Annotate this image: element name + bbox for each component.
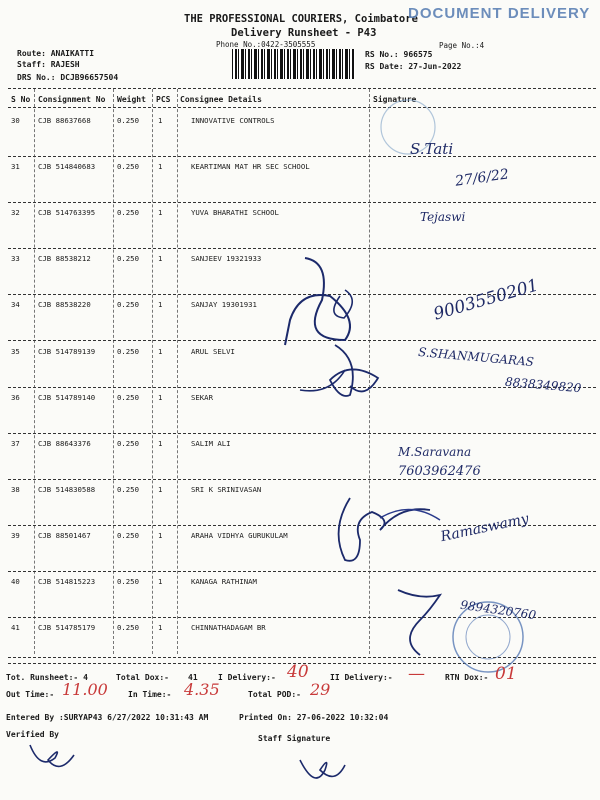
row-pieces: 1 <box>158 531 163 540</box>
row-pieces: 1 <box>158 300 163 309</box>
row-weight: 0.250 <box>117 393 139 402</box>
row-pieces: 1 <box>158 623 163 632</box>
rtn-dox-label: RTN Dox:- <box>445 673 489 682</box>
row-consignee: ARUL SELVI <box>191 347 235 356</box>
row-consignee: YUVA BHARATHI SCHOOL <box>191 208 279 217</box>
in-time-value: 4.35 <box>184 680 220 699</box>
row-weight: 0.250 <box>117 116 139 125</box>
row-consignment-number: CJB 514830588 <box>38 485 96 494</box>
signature-row-40: 9894320760 <box>459 597 537 623</box>
row-consignment-number: CJB 88538220 <box>38 300 91 309</box>
col-weight: Weight <box>117 95 146 104</box>
i-delivery-label: I Delivery:- <box>218 673 276 682</box>
row-consignee: KEARTIMAN MAT HR SEC SCHOOL <box>191 162 310 171</box>
row-consignee: INNOVATIVE CONTROLS <box>191 116 275 125</box>
runsheet-title: Delivery Runsheet - P43 <box>231 27 377 39</box>
row-serial-number: 30 <box>11 116 20 125</box>
row-weight: 0.250 <box>117 347 139 356</box>
row-consignment-number: CJB 514840683 <box>38 162 96 171</box>
row-pieces: 1 <box>158 208 163 217</box>
page-number: Page No.:4 <box>439 41 485 50</box>
col-consignment: Consignment No <box>38 95 106 104</box>
col-signature: Signature <box>373 95 417 104</box>
row-consignment-number: CJB 514815223 <box>38 577 96 586</box>
drs-number: DRS No.: DCJB96657504 <box>17 73 119 82</box>
col-pcs: PCS <box>156 95 171 104</box>
row-weight: 0.250 <box>117 623 139 632</box>
row-weight: 0.250 <box>117 485 139 494</box>
row-pieces: 1 <box>158 577 163 586</box>
row-serial-number: 38 <box>11 485 20 494</box>
in-time-label: In Time:- <box>128 690 172 699</box>
total-dox-value: 41 <box>188 673 198 682</box>
signature-row-33: 9003550201 <box>431 275 541 325</box>
row-serial-number: 39 <box>11 531 20 540</box>
col-sno: S No <box>11 95 31 104</box>
out-time-value: 11.00 <box>62 680 108 699</box>
row-consignment-number: CJB 514785179 <box>38 623 96 632</box>
row-pieces: 1 <box>158 347 163 356</box>
row-consignee: ARAHA VIDHYA GURUKULAM <box>191 531 288 540</box>
row-consignment-number: CJB 88538212 <box>38 254 91 263</box>
rtn-dox-value: 01 <box>495 664 517 684</box>
staff-signature: Staff Signature <box>258 734 331 743</box>
row-pieces: 1 <box>158 162 163 171</box>
i-delivery-value: 40 <box>287 662 309 682</box>
signature-row-35-phone: 8838349820 <box>504 374 582 396</box>
row-consignment-number: CJB 88637668 <box>38 116 91 125</box>
row-serial-number: 40 <box>11 577 20 586</box>
row-consignee: CHINNATHADAGAM BR <box>191 623 266 632</box>
rs-number: RS No.: 966575 <box>365 50 433 59</box>
row-consignment-number: CJB 514763395 <box>38 208 96 217</box>
verified-by: Verified By <box>6 730 59 739</box>
row-weight: 0.250 <box>117 577 139 586</box>
phone-number: Phone No.:0422-3505555 <box>216 40 316 49</box>
row-serial-number: 35 <box>11 347 20 356</box>
staff: Staff: RAJESH <box>17 60 80 69</box>
row-consignment-number: CJB 514789140 <box>38 393 96 402</box>
row-weight: 0.250 <box>117 439 139 448</box>
row-weight: 0.250 <box>117 531 139 540</box>
signature-row-31: 27/6/22 <box>454 166 510 190</box>
printed-on: Printed On: 27-06-2022 10:32:04 <box>239 713 389 722</box>
row-consignee: SANJAY 19301931 <box>191 300 257 309</box>
row-serial-number: 34 <box>11 300 20 309</box>
row-consignee: SEKAR <box>191 393 213 402</box>
row-serial-number: 36 <box>11 393 20 402</box>
row-weight: 0.250 <box>117 208 139 217</box>
entered-by: Entered By :SURYAP43 6/27/2022 10:31:43 AM <box>6 713 209 722</box>
row-pieces: 1 <box>158 116 163 125</box>
ii-delivery-label: II Delivery:- <box>330 673 393 682</box>
signature-row-32: Tejaswi <box>420 210 466 224</box>
signature-row-37-phone: 7603962476 <box>398 464 481 479</box>
row-consignee: SANJEEV 19321933 <box>191 254 262 263</box>
row-weight: 0.250 <box>117 162 139 171</box>
signature-row-30: S.Tati <box>410 140 454 158</box>
tot-runsheet: Tot. Runsheet:- 4 <box>6 673 88 682</box>
out-time-label: Out Time:- <box>6 690 55 699</box>
footer-rule <box>8 657 596 658</box>
rs-date: RS Date: 27-Jun-2022 <box>365 62 462 71</box>
row-pieces: 1 <box>158 393 163 402</box>
document-delivery-stamp: DOCUMENT DELIVERY <box>408 5 591 22</box>
route: Route: ANAIKATTI <box>17 49 95 58</box>
total-pod-label: Total POD:- <box>248 690 301 699</box>
row-consignment-number: CJB 88501467 <box>38 531 91 540</box>
row-pieces: 1 <box>158 485 163 494</box>
row-consignee: SRI K SRINIVASAN <box>191 485 262 494</box>
row-serial-number: 31 <box>11 162 20 171</box>
signature-row-38: Ramaswamy <box>439 510 531 546</box>
row-serial-number: 32 <box>11 208 20 217</box>
col-consignee: Consignee Details <box>180 95 262 104</box>
row-consignment-number: CJB 514789139 <box>38 347 96 356</box>
ii-delivery-value: — <box>408 664 425 684</box>
row-serial-number: 33 <box>11 254 20 263</box>
row-consignment-number: CJB 88643376 <box>38 439 91 448</box>
signature-row-37-name: M.Saravana <box>398 445 472 459</box>
total-pod-value: 29 <box>310 680 331 699</box>
row-serial-number: 41 <box>11 623 20 632</box>
row-pieces: 1 <box>158 439 163 448</box>
row-serial-number: 37 <box>11 439 20 448</box>
total-dox-label: Total Dox:- <box>116 673 169 682</box>
signature-row-35-name: S.SHANMUGARAS <box>417 344 535 370</box>
row-consignee: SALIM ALI <box>191 439 231 448</box>
row-consignee: KANAGA RATHINAM <box>191 577 257 586</box>
company-name: THE PROFESSIONAL COURIERS, Coimbatore <box>184 13 418 25</box>
row-weight: 0.250 <box>117 300 139 309</box>
row-weight: 0.250 <box>117 254 139 263</box>
row-pieces: 1 <box>158 254 163 263</box>
